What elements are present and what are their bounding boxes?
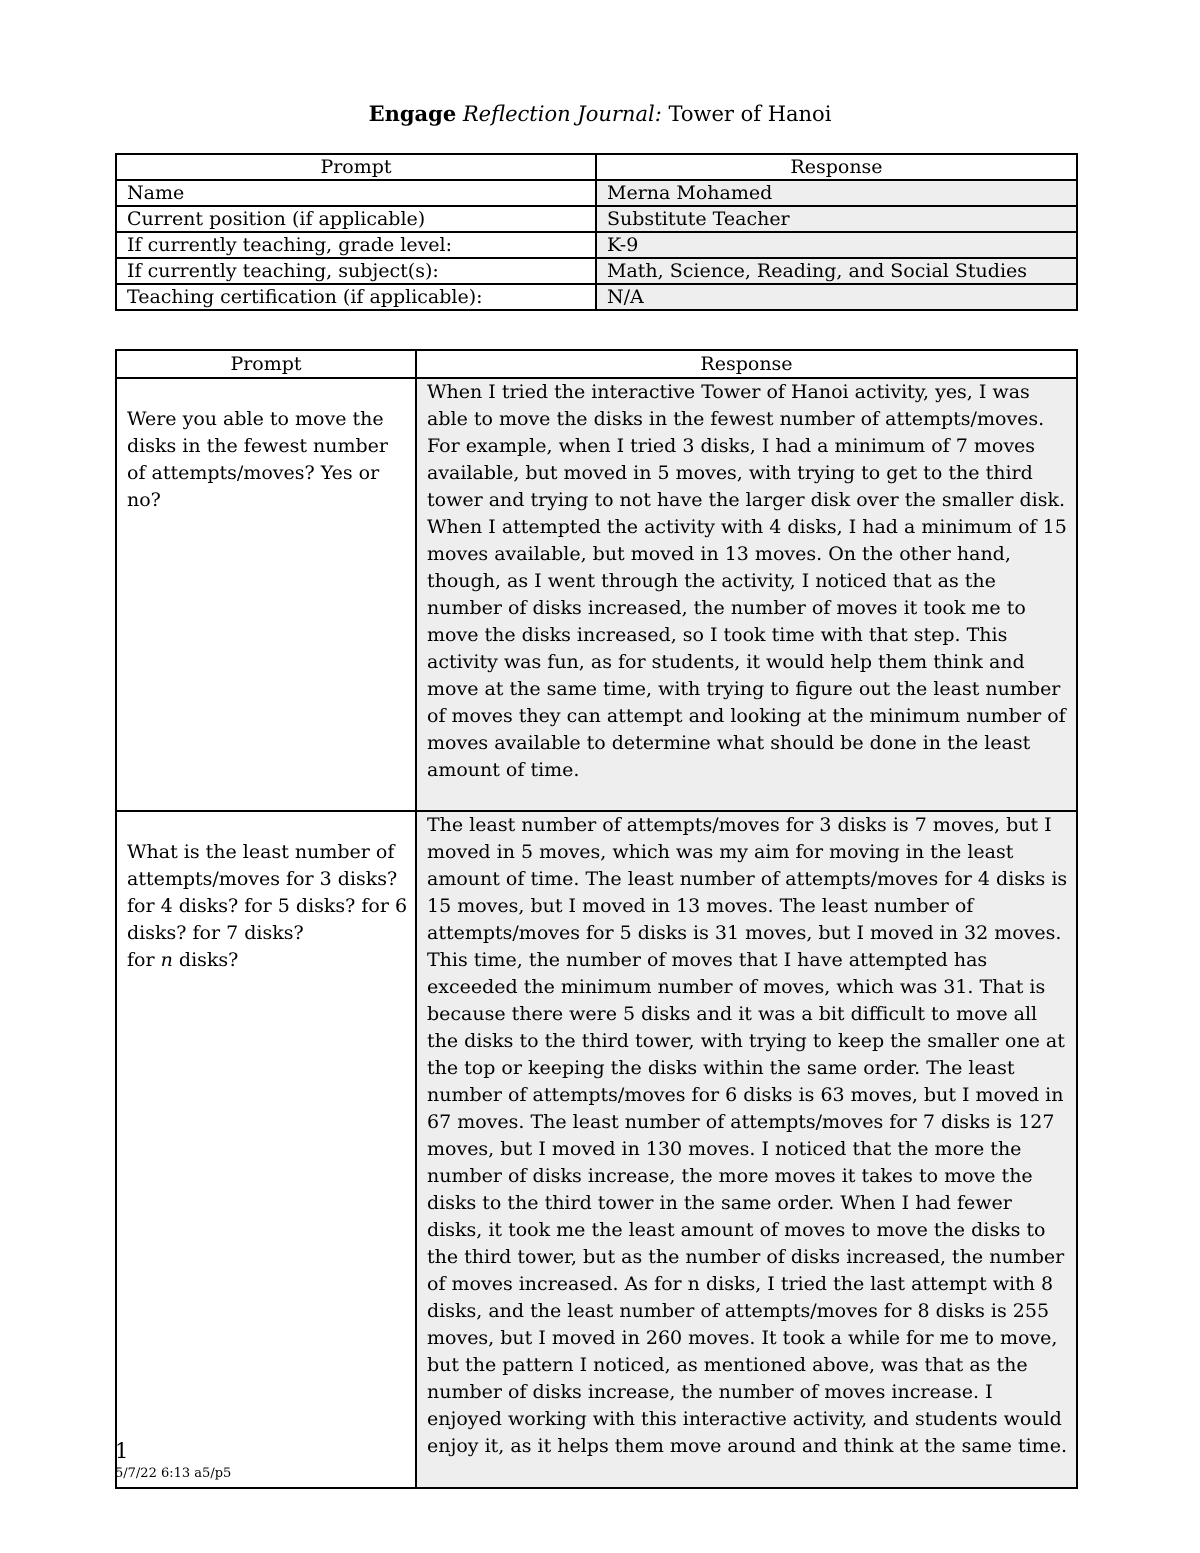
page-number: 1 [115,1439,129,1463]
info-table-header [116,154,1077,180]
qa-table [115,349,1078,1489]
info-prompt-certification: Teaching certification (if applicable): [116,284,596,310]
info-header-response: Response [596,154,1077,180]
qa-response-least-moves: The least number of attempts/moves for 3 disks is 7 moves, but I moved in 5 moves, which was my aim for moving in the least amount of time. The least number of attempts/moves for 4 disks is 15 moves, but I moved in 13 moves. The least number of attempts/moves for 5 disks is 31 moves, but I moved in 32 moves. This time, the number of moves that I have attempted has exceeded the minimum number of moves, which was 31. That is because there were 5 disks and it was a bit difficult to move all the disks to the third tower, with trying to keep the smaller one at the top or keeping the disks within the same order. The least number of attempts/moves for 6 disks is 63 moves, but I moved in 67 moves. The least number of attempts/moves for 7 disks is 127 moves, but I moved in 130 moves. I noticed that the more the number of disks increase, the more moves it takes to move the disks to the third tower in the same order. When I had fewer disks, it took me the least amount of moves to move the disks to the third tower, but as the number of disks increased, the number of moves increased. As for n disks, I tried the last attempt with 8 disks, and the least number of attempts/moves for 8 disks is 255 moves, but I moved in 260 moves. It took a while for me to move, but the pattern I noticed, as mentioned above, was that as the number of disks increase, the number of moves increase. I enjoyed working with this interactive activity, and students would enjoy it, as it helps them move around and think at the same time. [416,811,1077,1488]
qa-table-header [116,350,1077,378]
info-prompt-position: Current position (if applicable) [116,206,596,232]
title-italic: Reflection Journal: [462,102,662,126]
qa-prompt-least-moves-suffix: disks? [178,949,239,971]
info-response-certification: N/A [596,284,1077,310]
table-row [116,811,1077,1488]
title-bold: Engage [368,101,457,126]
info-response-subjects: Math, Science, Reading, and Social Studies [596,258,1077,284]
info-response-name: Merna Mohamed [596,180,1077,206]
table-row [116,284,1077,310]
qa-prompt-fewest-moves: Were you able to move the disks in the fewest number of attempts/moves? Yes or no? [116,378,416,811]
title-plain: Tower of Hanoi [668,102,832,126]
qa-header-prompt: Prompt [116,350,416,378]
qa-prompt-variable-n: n [160,949,173,971]
table-row [116,258,1077,284]
info-response-position: Substitute Teacher [596,206,1077,232]
footer-timestamp: 5/7/22 6:13 a5/p5 [115,1466,232,1481]
qa-prompt-least-moves [116,811,416,1488]
table-row [116,378,1077,811]
qa-header-response: Response [416,350,1077,378]
info-header-prompt: Prompt [116,154,596,180]
table-row [116,232,1077,258]
table-row [116,180,1077,206]
table-row [116,206,1077,232]
qa-prompt-least-moves-prefix: for [127,949,155,971]
info-prompt-subjects: If currently teaching, subject(s): [116,258,596,284]
info-prompt-grade: If currently teaching, grade level: [116,232,596,258]
info-prompt-name: Name [116,180,596,206]
info-response-grade: K-9 [596,232,1077,258]
document-title [0,100,1200,128]
qa-response-fewest-moves: When I tried the interactive Tower of Hanoi activity, yes, I was able to move the disks in the fewest number of attempts/moves. For example, when I tried 3 disks, I had a minimum of 7 moves available, but moved in 5 moves, with trying to get to the third tower and trying to not have the larger disk over the smaller disk. When I attempted the activity with 4 disks, I had a minimum of 15 moves available, but moved in 13 moves. On the other hand, though, as I went through the activity, I noticed that as the number of disks increased, the number of moves it took me to move the disks increased, so I took time with that step. This activity was fun, as for students, it would help them think and move at the same time, with trying to figure out the least number of moves they can attempt and looking at the minimum number of moves available to determine what should be done in the least amount of time. [416,378,1077,811]
info-table [115,153,1078,311]
qa-prompt-least-moves-main: What is the least number of attempts/moves for 3 disks? for 4 disks? for 5 disks? for 6 disks? for 7 disks? [127,841,408,944]
